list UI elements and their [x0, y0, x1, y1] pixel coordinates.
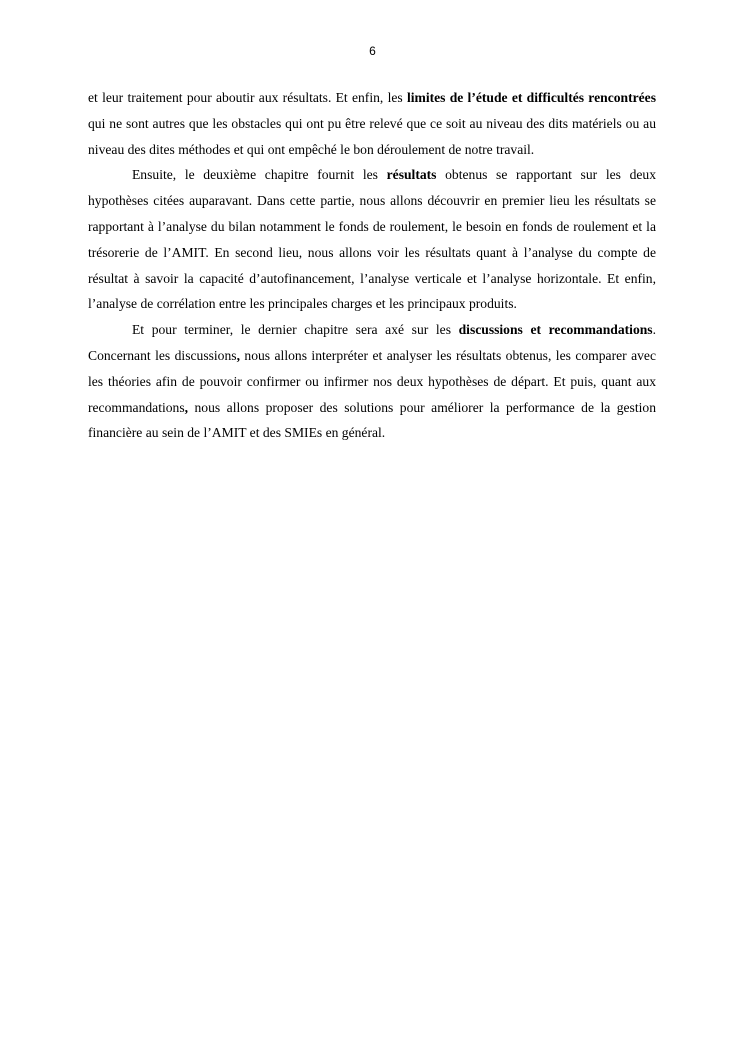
text-segment: qui ne sont autres que les obstacles qui ont pu être relevé que ce soit au niveau des dits matériels ou au niveau des dites méthodes et qui ont empêché le bon déroulement de notre travail. [88, 115, 656, 157]
text-segment: Et pour terminer, le dernier chapitre sera axé sur les [132, 322, 459, 338]
bold-comma: , [236, 347, 240, 363]
text-segment: nous allons interpréter et analyser les résultats obtenus, les comparer avec les théories afin de pouvoir confirmer ou infirmer nos deux hypothèses de départ. Et puis, quant aux recommandations [88, 347, 656, 415]
text-segment: obtenus se rapportant sur les deux hypothèses citées auparavant. Dans cette partie, nous allons découvrir en premier lieu les résultats se rapportant à l’analyse du bilan notamment le fonds de roulement, le besoin en fonds de roulement et la trésorerie de l’AMIT. En second lieu, nous allons voir les résultats quant à l’analyse du compte de résultat à savoir la capacité d’autofinancement, l’analyse verticale et l’analyse horizontale. Et enfin, l’analyse de corrélation entre les principales charges et les principaux produits. [88, 167, 656, 312]
paragraph-3 [88, 317, 656, 446]
text-segment: nous allons proposer des solutions pour améliorer la performance de la gestion financière au sein de l’AMIT et des SMIEs en général. [88, 399, 656, 441]
bold-comma: , [184, 399, 189, 415]
text-segment: et leur traitement pour aboutir aux résultats. Et enfin, les [88, 90, 407, 105]
paragraph-2 [88, 162, 656, 317]
page-number: 6 [369, 44, 376, 58]
bold-term: résultats [386, 167, 437, 183]
bold-term: limites de l’étude et difficultés rencontrées [406, 90, 657, 105]
paragraph-1 [88, 85, 656, 162]
body-text [88, 85, 656, 446]
bold-term: discussions et recommandations [458, 322, 653, 338]
text-segment: . Concernant les discussions [88, 322, 656, 363]
text-segment: Ensuite, le deuxième chapitre fournit les [132, 167, 387, 183]
